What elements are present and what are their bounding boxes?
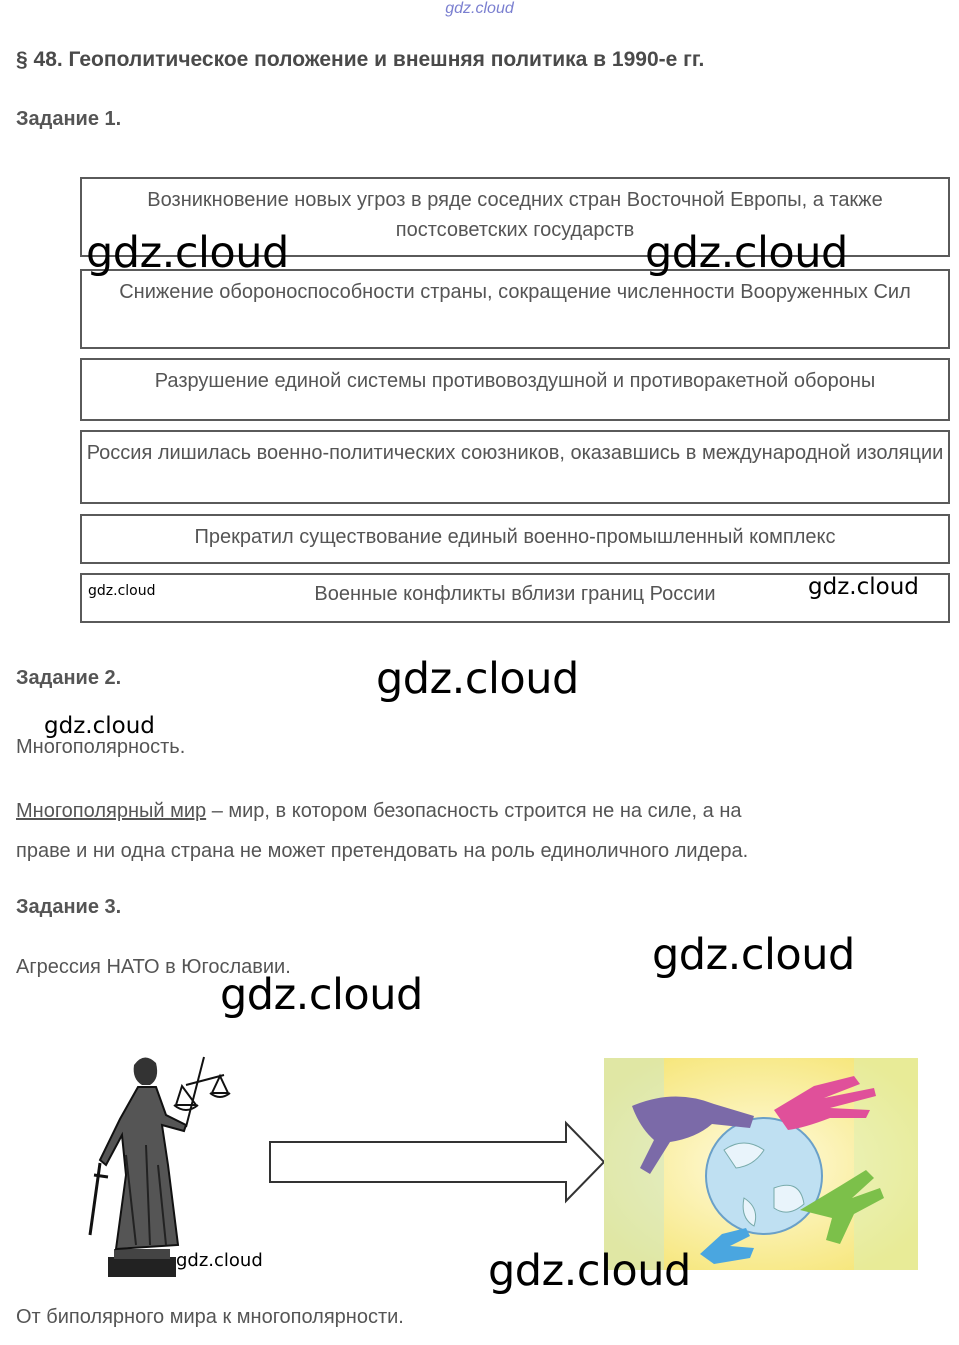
task3-title: Задание 3. xyxy=(16,896,122,918)
task2-answer: Многополярность. xyxy=(16,736,186,758)
hands-around-globe-icon xyxy=(604,1058,918,1270)
watermark: gdz.cloud xyxy=(44,713,155,739)
watermark: gdz.cloud xyxy=(376,654,579,704)
task3-caption: От биполярного мира к многополярности. xyxy=(16,1306,404,1328)
consequence-box-5: Прекратил существование единый военно-промышленный комплекс xyxy=(80,514,950,564)
watermark: gdz.cloud xyxy=(220,970,423,1020)
task1-title: Задание 1. xyxy=(16,108,122,130)
watermark: gdz.cloud xyxy=(88,583,156,599)
watermark: gdz.cloud xyxy=(645,228,848,278)
watermark: gdz.cloud xyxy=(86,228,289,278)
watermark: gdz.cloud xyxy=(652,930,855,980)
watermark: gdz.cloud xyxy=(176,1250,263,1271)
right-arrow-icon xyxy=(268,1120,608,1204)
definition-text: – мир, в котором безопасность строится не на силе, а на xyxy=(206,800,742,822)
consequence-box-2: Снижение обороноспособности страны, сокращение численности Вооруженных Сил xyxy=(80,269,950,349)
top-watermark: gdz.cloud xyxy=(445,0,514,17)
consequence-box-3: Разрушение единой системы противовоздушной и противоракетной обороны xyxy=(80,358,950,421)
consequence-box-1: Возникновение новых угроз в ряде соседних стран Восточной Европы, а также постсоветских государств xyxy=(80,177,950,257)
justice-statue-icon xyxy=(86,1045,231,1280)
task2-title: Задание 2. xyxy=(16,667,122,689)
definition-text-2: праве и ни одна страна не может претендовать на роль единоличного лидера. xyxy=(16,840,749,862)
page-title: § 48. Геополитическое положение и внешняя политика в 1990-е гг. xyxy=(16,48,705,71)
task3-answer: Агрессия НАТО в Югославии. xyxy=(16,956,291,978)
task2-definition xyxy=(16,791,916,871)
term-link: Многополярный мир xyxy=(16,800,207,822)
watermark: gdz.cloud xyxy=(488,1246,691,1296)
consequence-box-4: Россия лишилась военно-политических союзников, оказавшись в международной изоляции xyxy=(80,430,950,504)
watermark: gdz.cloud xyxy=(808,574,919,600)
consequence-box-6: Военные конфликты вблизи границ России xyxy=(80,573,950,623)
